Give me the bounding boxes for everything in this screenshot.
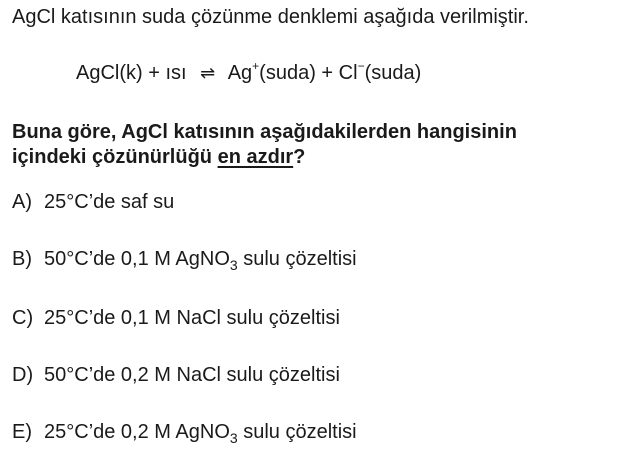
option-b[interactable] — [12, 248, 357, 271]
cation-state: (suda) + — [259, 62, 334, 84]
anion-symbol: Cl — [338, 62, 358, 84]
option-d-letter: D) — [12, 364, 34, 386]
cation-charge: + — [252, 59, 260, 73]
question-line-2-prefix: içindeki çözünürlüğü — [12, 146, 213, 168]
option-a[interactable] — [12, 191, 174, 214]
option-e-text-end: sulu çözeltisi — [237, 421, 357, 443]
dissolution-equation — [76, 59, 422, 85]
option-c-text: 25°C’de 0,1 M NaCl sulu çözeltisi — [44, 307, 340, 329]
option-e-text: 25°C’de 0,2 M AgNO — [44, 421, 230, 443]
option-d[interactable] — [12, 364, 340, 387]
option-c[interactable] — [12, 307, 340, 330]
option-b-subscript: 3 — [229, 257, 238, 273]
cation-symbol: Ag — [227, 62, 253, 84]
option-b-text: 50°C’de 0,1 M AgNO — [44, 248, 230, 270]
question-line-2 — [12, 145, 517, 170]
option-b-text-end: sulu çözeltisi — [237, 248, 357, 270]
question-text — [12, 120, 517, 170]
option-e[interactable] — [12, 421, 357, 444]
option-e-letter: E) — [12, 421, 32, 443]
question-mark: ? — [293, 146, 306, 168]
option-d-text: 50°C’de 0,2 M NaCl sulu çözeltisi — [44, 364, 340, 386]
option-a-letter: A) — [12, 191, 32, 213]
option-a-text: 25°C’de saf su — [44, 191, 175, 213]
question-line-1: Buna göre, AgCl katısının aşağıdakilerden hangisinin — [12, 121, 517, 143]
question-emphasis: en azdır — [217, 146, 294, 168]
equation-reactants: AgCl(k) + ısı — [76, 62, 187, 84]
option-e-subscript: 3 — [229, 430, 238, 446]
anion-charge: − — [357, 59, 365, 73]
option-b-letter: B) — [12, 248, 32, 270]
anion-state: (suda) — [364, 62, 422, 84]
equilibrium-arrow: ⇌ — [200, 63, 216, 83]
intro-text: AgCl katısının suda çözünme denklemi aşağıda verilmiştir. — [12, 6, 529, 28]
option-c-letter: C) — [12, 307, 34, 329]
